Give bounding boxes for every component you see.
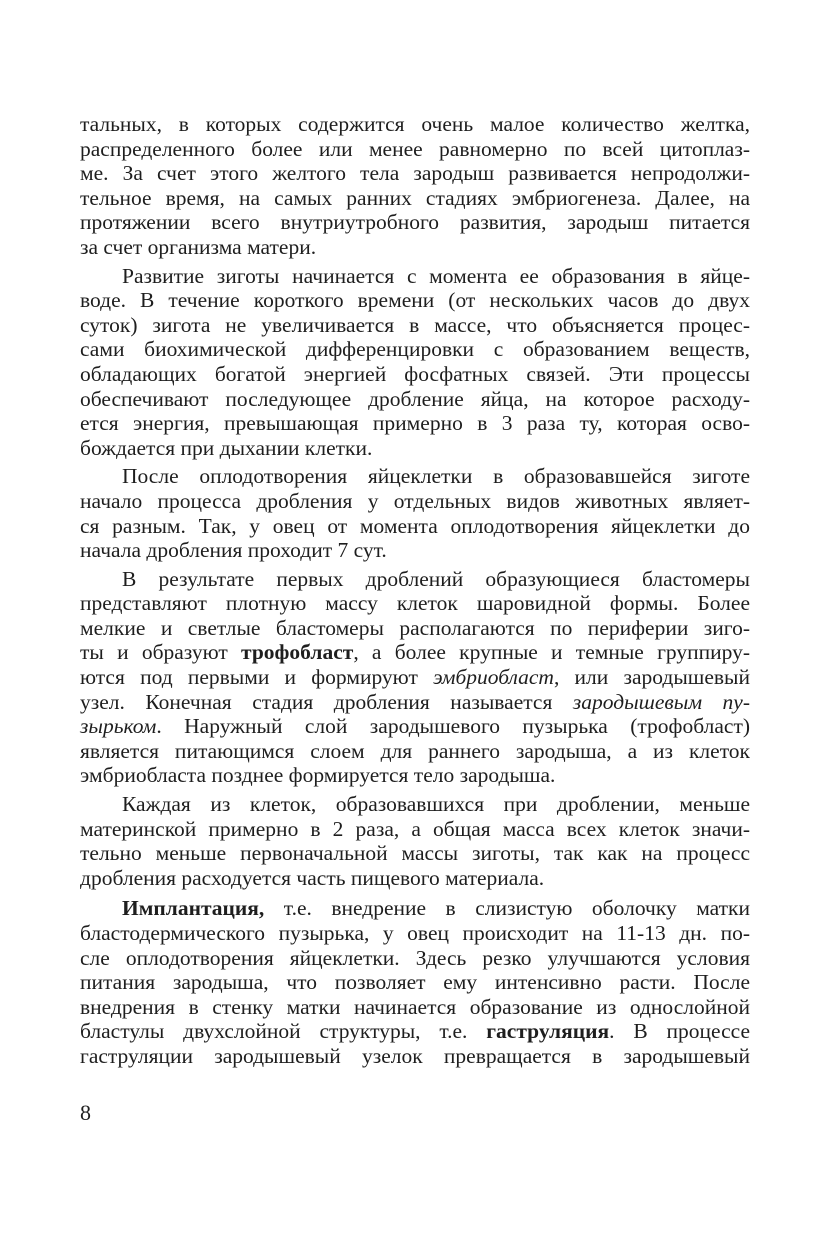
- text-line: [80, 616, 750, 641]
- text-line: [80, 665, 750, 690]
- text-line: [80, 161, 750, 186]
- text-line: [80, 210, 750, 235]
- paragraph: [80, 567, 750, 788]
- text-line: [80, 362, 750, 387]
- text-line: [80, 921, 750, 946]
- text-line: [80, 337, 750, 362]
- paragraph: [80, 464, 750, 562]
- text-run: бластулы двухслойной структуры, т.е.: [80, 1019, 487, 1044]
- text-run: начала дробления проходит 7 сут.: [80, 538, 387, 563]
- text-run: бождается при дыхании клетки.: [80, 435, 373, 460]
- text-line: [80, 411, 750, 436]
- text-run: дробления расходуется часть пищевого материала.: [80, 865, 545, 890]
- text-line: [80, 264, 750, 289]
- text-line: [80, 946, 750, 971]
- text-run: питания зародыша, что позволяет ему интенсивно расти. После: [80, 970, 750, 995]
- text-line: [80, 489, 750, 514]
- text-run: . В процессе: [609, 1019, 751, 1044]
- text-run: распределенного более или менее равномерно по всей цитоплаз-: [80, 136, 750, 161]
- text-run: тельное время, на самых ранних стадиях эмбриогенеза. Далее, на: [80, 185, 750, 210]
- text-run: мелкие и светлые бластомеры располагаются по периферии зиго-: [80, 615, 750, 640]
- bold-term: Имплантация,: [122, 896, 265, 921]
- text-run: ты и образуют: [80, 640, 242, 665]
- paragraph: [80, 264, 750, 461]
- text-line: [80, 235, 750, 260]
- text-run: за счет организма матери.: [80, 234, 317, 259]
- text-line: [80, 591, 750, 616]
- text-line: [80, 739, 750, 764]
- italic-term: зырьком: [80, 714, 157, 739]
- text-line: [80, 640, 750, 665]
- text-line: [80, 714, 750, 739]
- text-run: т.е. внедрение в слизистую оболочку матки: [264, 896, 750, 921]
- text-run: ется энергия, превышающая примерно в 3 раза ту, которая осво-: [80, 411, 750, 436]
- text-run: обеспечивают последующее дробление яйца, на которое расходу-: [80, 386, 750, 411]
- text-run: протяжении всего внутриутробного развития, зародыш питается: [80, 210, 750, 235]
- text-run: суток) зигота не увеличивается в массе, что объясняется процес-: [80, 312, 750, 337]
- text-line: [80, 841, 750, 866]
- text-run: внедрения в стенку матки начинается образование из однослойной: [80, 994, 750, 1019]
- text-run: В результате первых дроблений образующиеся бластомеры: [122, 566, 750, 591]
- text-run: является питающимся слоем для раннего зародыша, а из клеток: [80, 738, 750, 763]
- text-run: , а более крупные и темные группиру-: [353, 640, 751, 665]
- text-line: [80, 112, 750, 137]
- text-line: [80, 792, 750, 817]
- text-run: , или зародышевый: [553, 665, 750, 690]
- text-line: [80, 387, 750, 412]
- text-run: сами биохимической дифференцировки с образованием веществ,: [80, 337, 750, 362]
- text-line: [80, 288, 750, 313]
- paragraph: [80, 112, 750, 260]
- text-line: [80, 514, 750, 539]
- text-line: [80, 436, 750, 461]
- text-line: [80, 1019, 750, 1044]
- text-run: узел. Конечная стадия дробления называется: [80, 689, 573, 714]
- text-line: [80, 866, 750, 891]
- bold-term: трофобласт: [241, 640, 354, 665]
- text-run: . Наружный слой зародышевого пузырька (трофобласт): [156, 714, 750, 739]
- text-line: [80, 137, 750, 162]
- text-run: После оплодотворения яйцеклетки в образовавшейся зиготе: [122, 464, 750, 489]
- text-run: представляют плотную массу клеток шаровидной формы. Более: [80, 591, 750, 616]
- text-line: [80, 995, 750, 1020]
- text-run: эмбриобласта позднее формируется тело зародыша.: [80, 763, 556, 788]
- italic-term: эмбриобласт: [433, 665, 554, 690]
- text-run: воде. В течение короткого времени (от нескольких часов до двух: [80, 288, 750, 313]
- page-number: 8: [80, 1100, 91, 1125]
- text-line: [80, 970, 750, 995]
- text-line: [80, 186, 750, 211]
- text-run: Каждая из клеток, образовавшихся при дроблении, меньше: [122, 792, 750, 817]
- italic-term: зародышевым пу-: [572, 689, 751, 714]
- body-text: [80, 112, 750, 1069]
- text-line: [80, 538, 750, 563]
- text-run: тельно меньше первоначальной массы зиготы, так как на процесс: [80, 841, 750, 866]
- text-run: начало процесса дробления у отдельных видов животных являет-: [80, 488, 750, 513]
- text-line: [80, 464, 750, 489]
- text-line: [80, 690, 750, 715]
- text-line: [80, 313, 750, 338]
- text-run: обладающих богатой энергией фосфатных связей. Эти процессы: [80, 361, 750, 386]
- text-run: бластодермического пузырька, у овец происходит на 11-13 дн. по-: [80, 921, 750, 945]
- text-run: материнской примерно в 2 раза, а общая масса всех клеток значи-: [80, 816, 750, 841]
- text-line: [80, 817, 750, 842]
- text-line: [80, 567, 750, 592]
- text-line: [80, 896, 750, 921]
- text-run: Развитие зиготы начинается с момента ее образования в яйце-: [122, 263, 750, 288]
- bold-term: гаструляция: [486, 1019, 610, 1044]
- text-line: [80, 1044, 750, 1069]
- text-run: ся разным. Так, у овец от момента оплодотворения яйцеклетки до: [80, 513, 750, 538]
- text-run: ются под первыми и формируют: [80, 665, 434, 690]
- paragraph: [80, 792, 750, 890]
- paragraph: [80, 896, 750, 1068]
- text-run: сле оплодотворения яйцеклетки. Здесь резко улучшаются условия: [80, 945, 750, 970]
- text-run: ме. За счет этого желтого тела зародыш развивается непродолжи-: [80, 161, 750, 186]
- text-run: гаструляции зародышевый узелок превращается в зародышевый: [80, 1043, 750, 1068]
- text-line: [80, 763, 750, 788]
- text-run: тальных, в которых содержится очень малое количество желтка,: [80, 112, 750, 136]
